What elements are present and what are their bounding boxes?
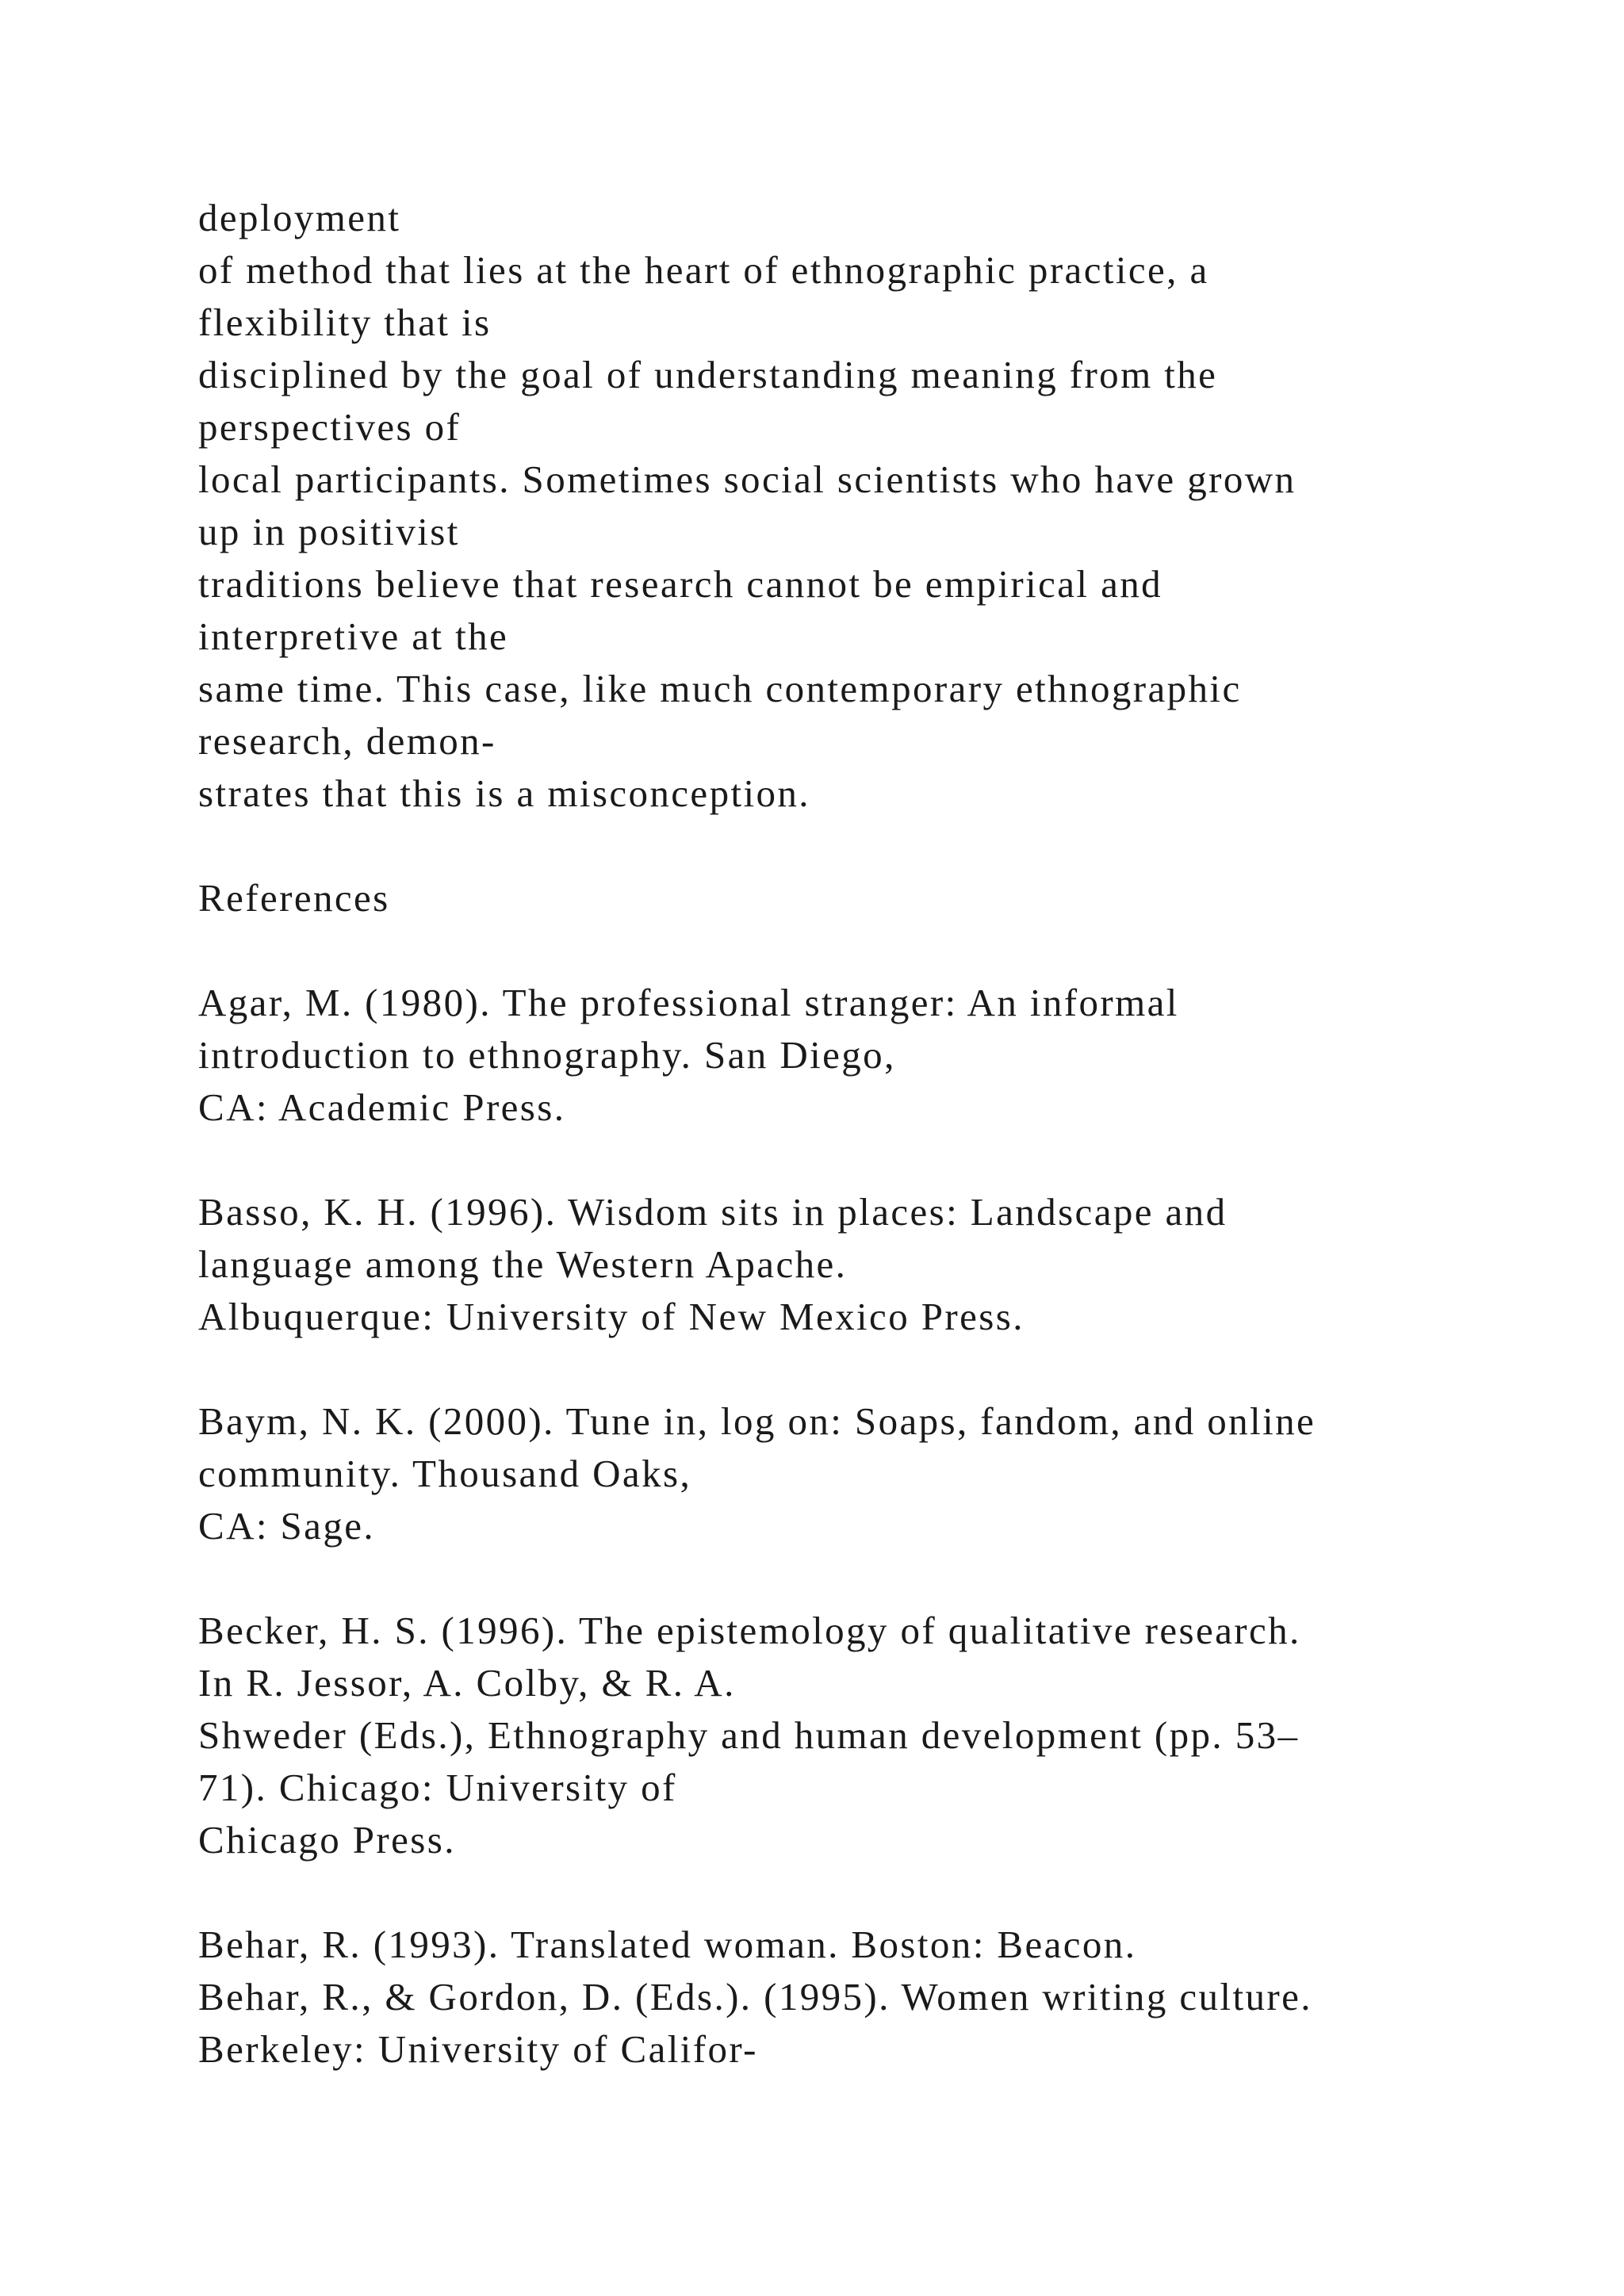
reference-entry [198,977,1594,1134]
reference-line: Baym, N. K. (2000). Tune in, log on: Soaps, fandom, and online [198,1399,1316,1443]
blank-line [198,1552,1594,1605]
reference-line: Shweder (Eds.), Ethnography and human development (pp. 53– [198,1713,1300,1757]
reference-line: language among the Western Apache. [198,1242,848,1286]
reference-line: Agar, M. (1980). The professional stranger: An informal [198,981,1179,1024]
text-line: same time. This case, like much contemporary ethnographic [198,667,1242,710]
references-heading: References [198,876,390,920]
reference-line: In R. Jessor, A. Colby, & R. A. [198,1661,736,1705]
reference-line: Berkeley: University of Califor- [198,2027,758,2071]
reference-entry [198,1605,1594,1866]
text-line: interpretive at the [198,614,509,658]
reference-line: Becker, H. S. (1996). The epistemology of qualitative research. [198,1609,1301,1652]
text-line: traditions believe that research cannot be empirical and [198,562,1163,606]
reference-line: 71). Chicago: University of [198,1766,677,1809]
text-line: up in positivist [198,510,460,553]
blank-line [198,1343,1594,1395]
reference-line: Basso, K. H. (1996). Wisdom sits in places: Landscape and [198,1190,1228,1234]
reference-line: Behar, R., & Gordon, D. (Eds.). (1995). Women writing culture. [198,1975,1312,2019]
reference-line: Behar, R. (1993). Translated woman. Boston: Beacon. [198,1923,1137,1966]
reference-line: introduction to ethnography. San Diego, [198,1033,896,1077]
text-line: deployment [198,196,401,239]
blank-line [198,820,1594,872]
text-line: strates that this is a misconception. [198,771,810,815]
reference-entry [198,1395,1594,1552]
blank-line [198,1866,1594,1919]
text-line: of method that lies at the heart of ethnographic practice, a [198,248,1209,292]
text-line: research, demon- [198,719,496,763]
reference-line: CA: Academic Press. [198,1085,566,1129]
reference-line: Albuquerque: University of New Mexico Press. [198,1295,1025,1338]
blank-line [198,1134,1594,1186]
reference-line: Chicago Press. [198,1818,456,1862]
text-line: flexibility that is [198,300,492,344]
text-line: perspectives of [198,405,462,449]
reference-line: CA: Sage. [198,1504,376,1548]
text-line: disciplined by the goal of understanding meaning from the [198,353,1218,396]
document-page [198,192,1594,2076]
body-paragraph [198,192,1594,820]
reference-entry [198,1186,1594,1343]
text-line: local participants. Sometimes social scientists who have grown [198,457,1297,501]
reference-entry [198,1919,1594,2076]
reference-line: community. Thousand Oaks, [198,1452,692,1495]
blank-line [198,924,1594,977]
